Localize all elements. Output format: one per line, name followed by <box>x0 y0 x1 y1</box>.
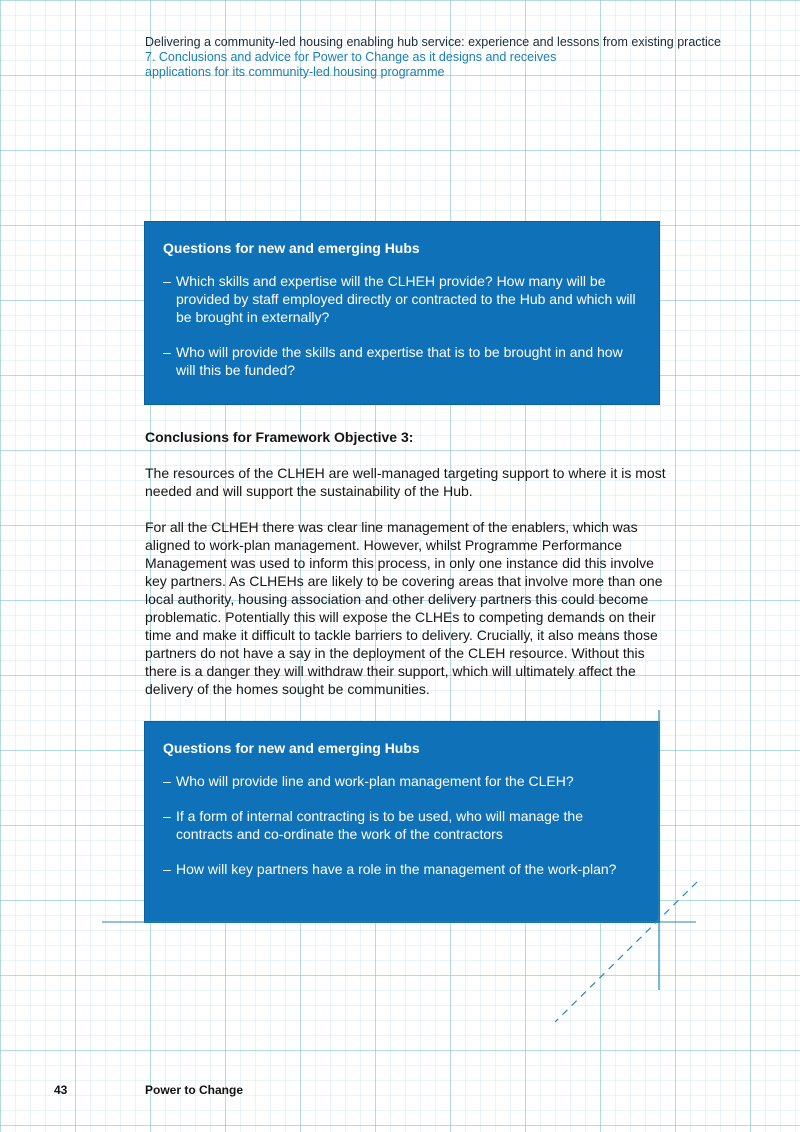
dash-marker: – <box>163 773 171 789</box>
conclusions-section <box>145 428 675 716</box>
section-title: 7. Conclusions and advice for Power to Change as it designs and receives applications for its community-led housing programme <box>145 50 557 79</box>
conclusions-heading: Conclusions for Framework Objective 3: <box>145 429 414 445</box>
conclusions-paragraph: The resources of the CLHEH are well-managed targeting support to where it is most needed and will support the sustainability of the Hub. <box>145 465 666 499</box>
dash-marker: – <box>163 861 171 877</box>
questions-box-title: Questions for new and emerging Hubs <box>163 740 420 756</box>
questions-box-2 <box>145 722 659 922</box>
questions-list <box>163 772 641 878</box>
question-item: – Who will provide the skills and expertise that is to be brought in and how will this be funded? <box>163 344 623 378</box>
page-number: 43 <box>54 1083 68 1097</box>
conclusions-paragraph: For all the CLHEH there was clear line management of the enablers, which was aligned to work-plan management. However, whilst Programme Performance Management was used to inform this process, in only one instance did this involve key partners. As CLHEHs are likely to be covering areas that involve more than one local authority, housing association and other delivery partners this could become problematic. Potentially this will expose the CLHEs to competing demands on their time and make it difficult to tackle barriers to delivery. Crucially, it also means those partners do not have a say in the deployment of the CLEH resource. Without this there is a danger they will withdraw their support, which will ultimately affect the delivery of the homes sought be communities. <box>145 519 663 697</box>
question-item: – How will key partners have a role in the management of the work-plan? <box>163 861 617 877</box>
question-item: – If a form of internal contracting is to be used, who will manage the contracts and co-ordinate the work of the contractors <box>163 808 583 842</box>
publisher-name: Power to Change <box>145 1083 244 1097</box>
questions-box-1 <box>145 222 659 404</box>
dash-marker: – <box>163 344 171 360</box>
document-title: Delivering a community-led housing enabling hub service: experience and lessons from existing practice <box>145 35 721 49</box>
dash-marker: – <box>163 273 171 289</box>
questions-list <box>163 272 641 379</box>
dash-marker: – <box>163 808 171 824</box>
questions-box-title: Questions for new and emerging Hubs <box>163 240 420 256</box>
question-item: – Who will provide line and work-plan management for the CLEH? <box>163 773 574 789</box>
page-header <box>145 35 745 80</box>
question-item: – Which skills and expertise will the CLHEH provide? How many will be provided by staff employed directly or contracted to the Hub and which will be brought in externally? <box>163 273 636 325</box>
